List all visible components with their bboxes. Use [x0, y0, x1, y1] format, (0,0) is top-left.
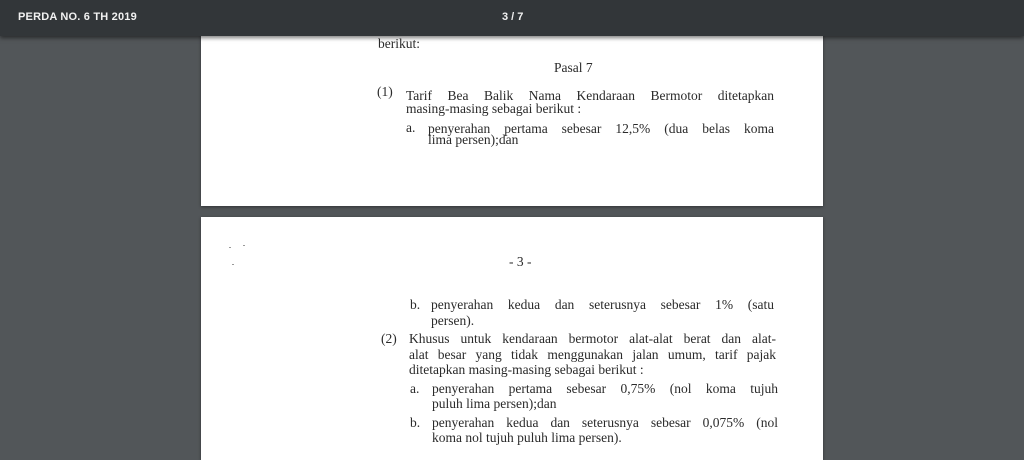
paragraph-line: Tarif Bea Balik Nama Kendaraan Bermotor ditetapkan: [406, 88, 774, 103]
page-number: - 3 -: [509, 254, 532, 269]
paragraph-line: persen).: [431, 313, 475, 328]
paragraph-line: penyerahan kedua dan seterusnya sebesar 0,075% (nol: [432, 415, 778, 430]
paragraph-line: penyerahan pertama sebesar 0,75% (nol koma tujuh: [432, 381, 778, 396]
scan-speckle: [229, 247, 269, 267]
pdf-viewer-toolbar: [0, 0, 1024, 36]
item-number: (1): [377, 84, 393, 99]
paragraph-line: masing-masing sebagai berikut :: [406, 101, 582, 116]
sub-item-label: b.: [410, 415, 421, 430]
sub-item-label: a.: [410, 381, 420, 396]
paragraph-line: alat besar yang tidak menggunakan jalan umum, tarif pajak: [409, 347, 776, 362]
article-heading: Pasal 7: [554, 60, 593, 75]
item-number: (2): [381, 331, 397, 346]
paragraph-line: penyerahan pertama sebesar 12,5% (dua belas koma: [428, 121, 774, 136]
paragraph-line: penyerahan kedua dan seterusnya sebesar 1% (satu: [431, 297, 774, 312]
paragraph-line: Khusus untuk kendaraan bermotor alat-alat berat dan alat-: [409, 331, 776, 346]
sub-item-label: b.: [410, 297, 421, 312]
paragraph-line: koma nol tujuh puluh lima persen).: [432, 430, 622, 445]
page-indicator[interactable]: 3 / 7: [502, 11, 524, 23]
document-title: PERDA NO. 6 TH 2019: [18, 11, 137, 23]
paragraph-line: ditetapkan masing-masing sebagai berikut :: [409, 362, 644, 377]
partial-text-line: berikut:: [378, 36, 420, 51]
document-page-3: [201, 217, 823, 460]
paragraph-line: lima persen);dan: [428, 132, 519, 147]
sub-item-label: a.: [406, 120, 416, 135]
paragraph-line: puluh lima persen);dan: [432, 396, 557, 411]
